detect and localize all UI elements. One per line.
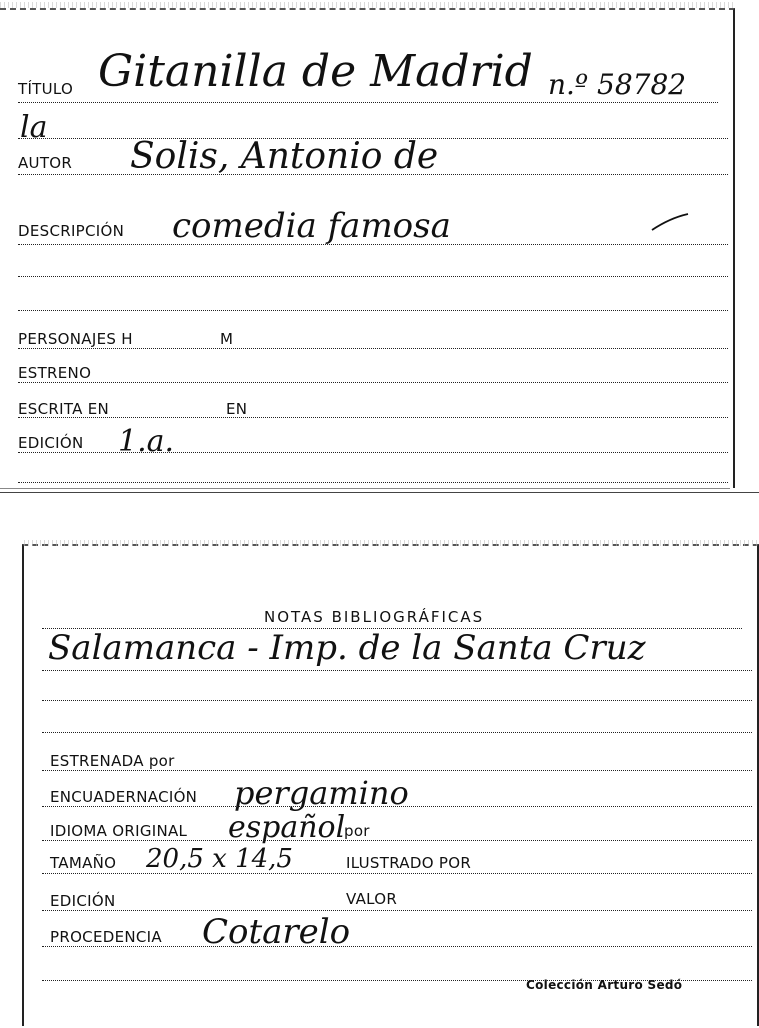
edicion-line: [18, 452, 728, 453]
escrita-label: ESCRITA EN: [18, 400, 110, 418]
autor-label: AUTOR: [18, 154, 73, 172]
idioma-value: español: [228, 810, 346, 845]
encuadernacion-label: ENCUADERNACIÓN: [50, 788, 198, 806]
notas-heading: NOTAS BIBLIOGRÁFICAS: [264, 608, 485, 626]
valor-label: VALOR: [346, 890, 398, 908]
tamano-value: 20,5 x 14,5: [146, 844, 293, 874]
procedencia-line: [42, 946, 752, 947]
estreno-line: [18, 382, 728, 383]
check-mark-icon: [650, 212, 690, 232]
edicion-back-line: [42, 910, 752, 911]
estrenada-line: [42, 770, 752, 771]
procedencia-value: Cotarelo: [202, 912, 351, 952]
edicion-back-label: EDICIÓN: [50, 892, 116, 910]
descripcion-label: DESCRIPCIÓN: [18, 222, 125, 240]
idioma-line: [42, 840, 752, 841]
por-label: por: [344, 822, 370, 840]
estreno-label: ESTRENO: [18, 364, 92, 382]
en-label: EN: [226, 400, 248, 418]
catalog-card-front: [0, 8, 735, 488]
procedencia-label: PROCEDENCIA: [50, 928, 162, 946]
autor-value: Solis, Antonio de: [130, 136, 439, 177]
m-label: M: [220, 330, 234, 348]
titulo-label: TÍTULO: [18, 80, 74, 98]
ruled-line: [42, 700, 752, 701]
card-edge-texture: [24, 540, 757, 546]
catalog-number: n.º 58782: [548, 68, 687, 101]
ruled-line: [18, 276, 728, 277]
edicion-label: EDICIÓN: [18, 434, 84, 452]
ruled-line: [18, 310, 728, 311]
encuadernacion-line: [42, 806, 752, 807]
catalog-card-back: [22, 544, 759, 1026]
personajes-line: [18, 348, 728, 349]
ilustrado-label: ILUSTRADO POR: [346, 854, 472, 872]
ruled-line: [42, 732, 752, 733]
card-edge-texture: [0, 2, 733, 8]
descripcion-line: [18, 244, 728, 245]
edicion-value: 1.a.: [118, 424, 175, 459]
notas-value: Salamanca - Imp. de la Santa Cruz: [48, 628, 646, 668]
ruled-line: [18, 482, 728, 483]
titulo-article: la: [20, 110, 48, 145]
autor-line: [18, 174, 728, 175]
ruled-line: [42, 670, 752, 671]
collection-stamp: Colección Arturo Sedó: [526, 978, 683, 992]
card-divider: [0, 492, 759, 493]
idioma-label: IDIOMA ORIGINAL: [50, 822, 188, 840]
estrenada-label: ESTRENADA por: [50, 752, 175, 770]
tamano-line: [42, 873, 752, 874]
card-divider: [0, 488, 730, 489]
titulo-value: Gitanilla de Madrid: [98, 46, 533, 97]
titulo-line: [18, 102, 718, 103]
tamano-label: TAMAÑO: [50, 854, 117, 872]
personajes-label: PERSONAJES H: [18, 330, 133, 348]
escrita-line: [18, 417, 728, 418]
descripcion-value: comedia famosa: [172, 206, 451, 246]
encuadernacion-value: pergamino: [234, 774, 409, 812]
